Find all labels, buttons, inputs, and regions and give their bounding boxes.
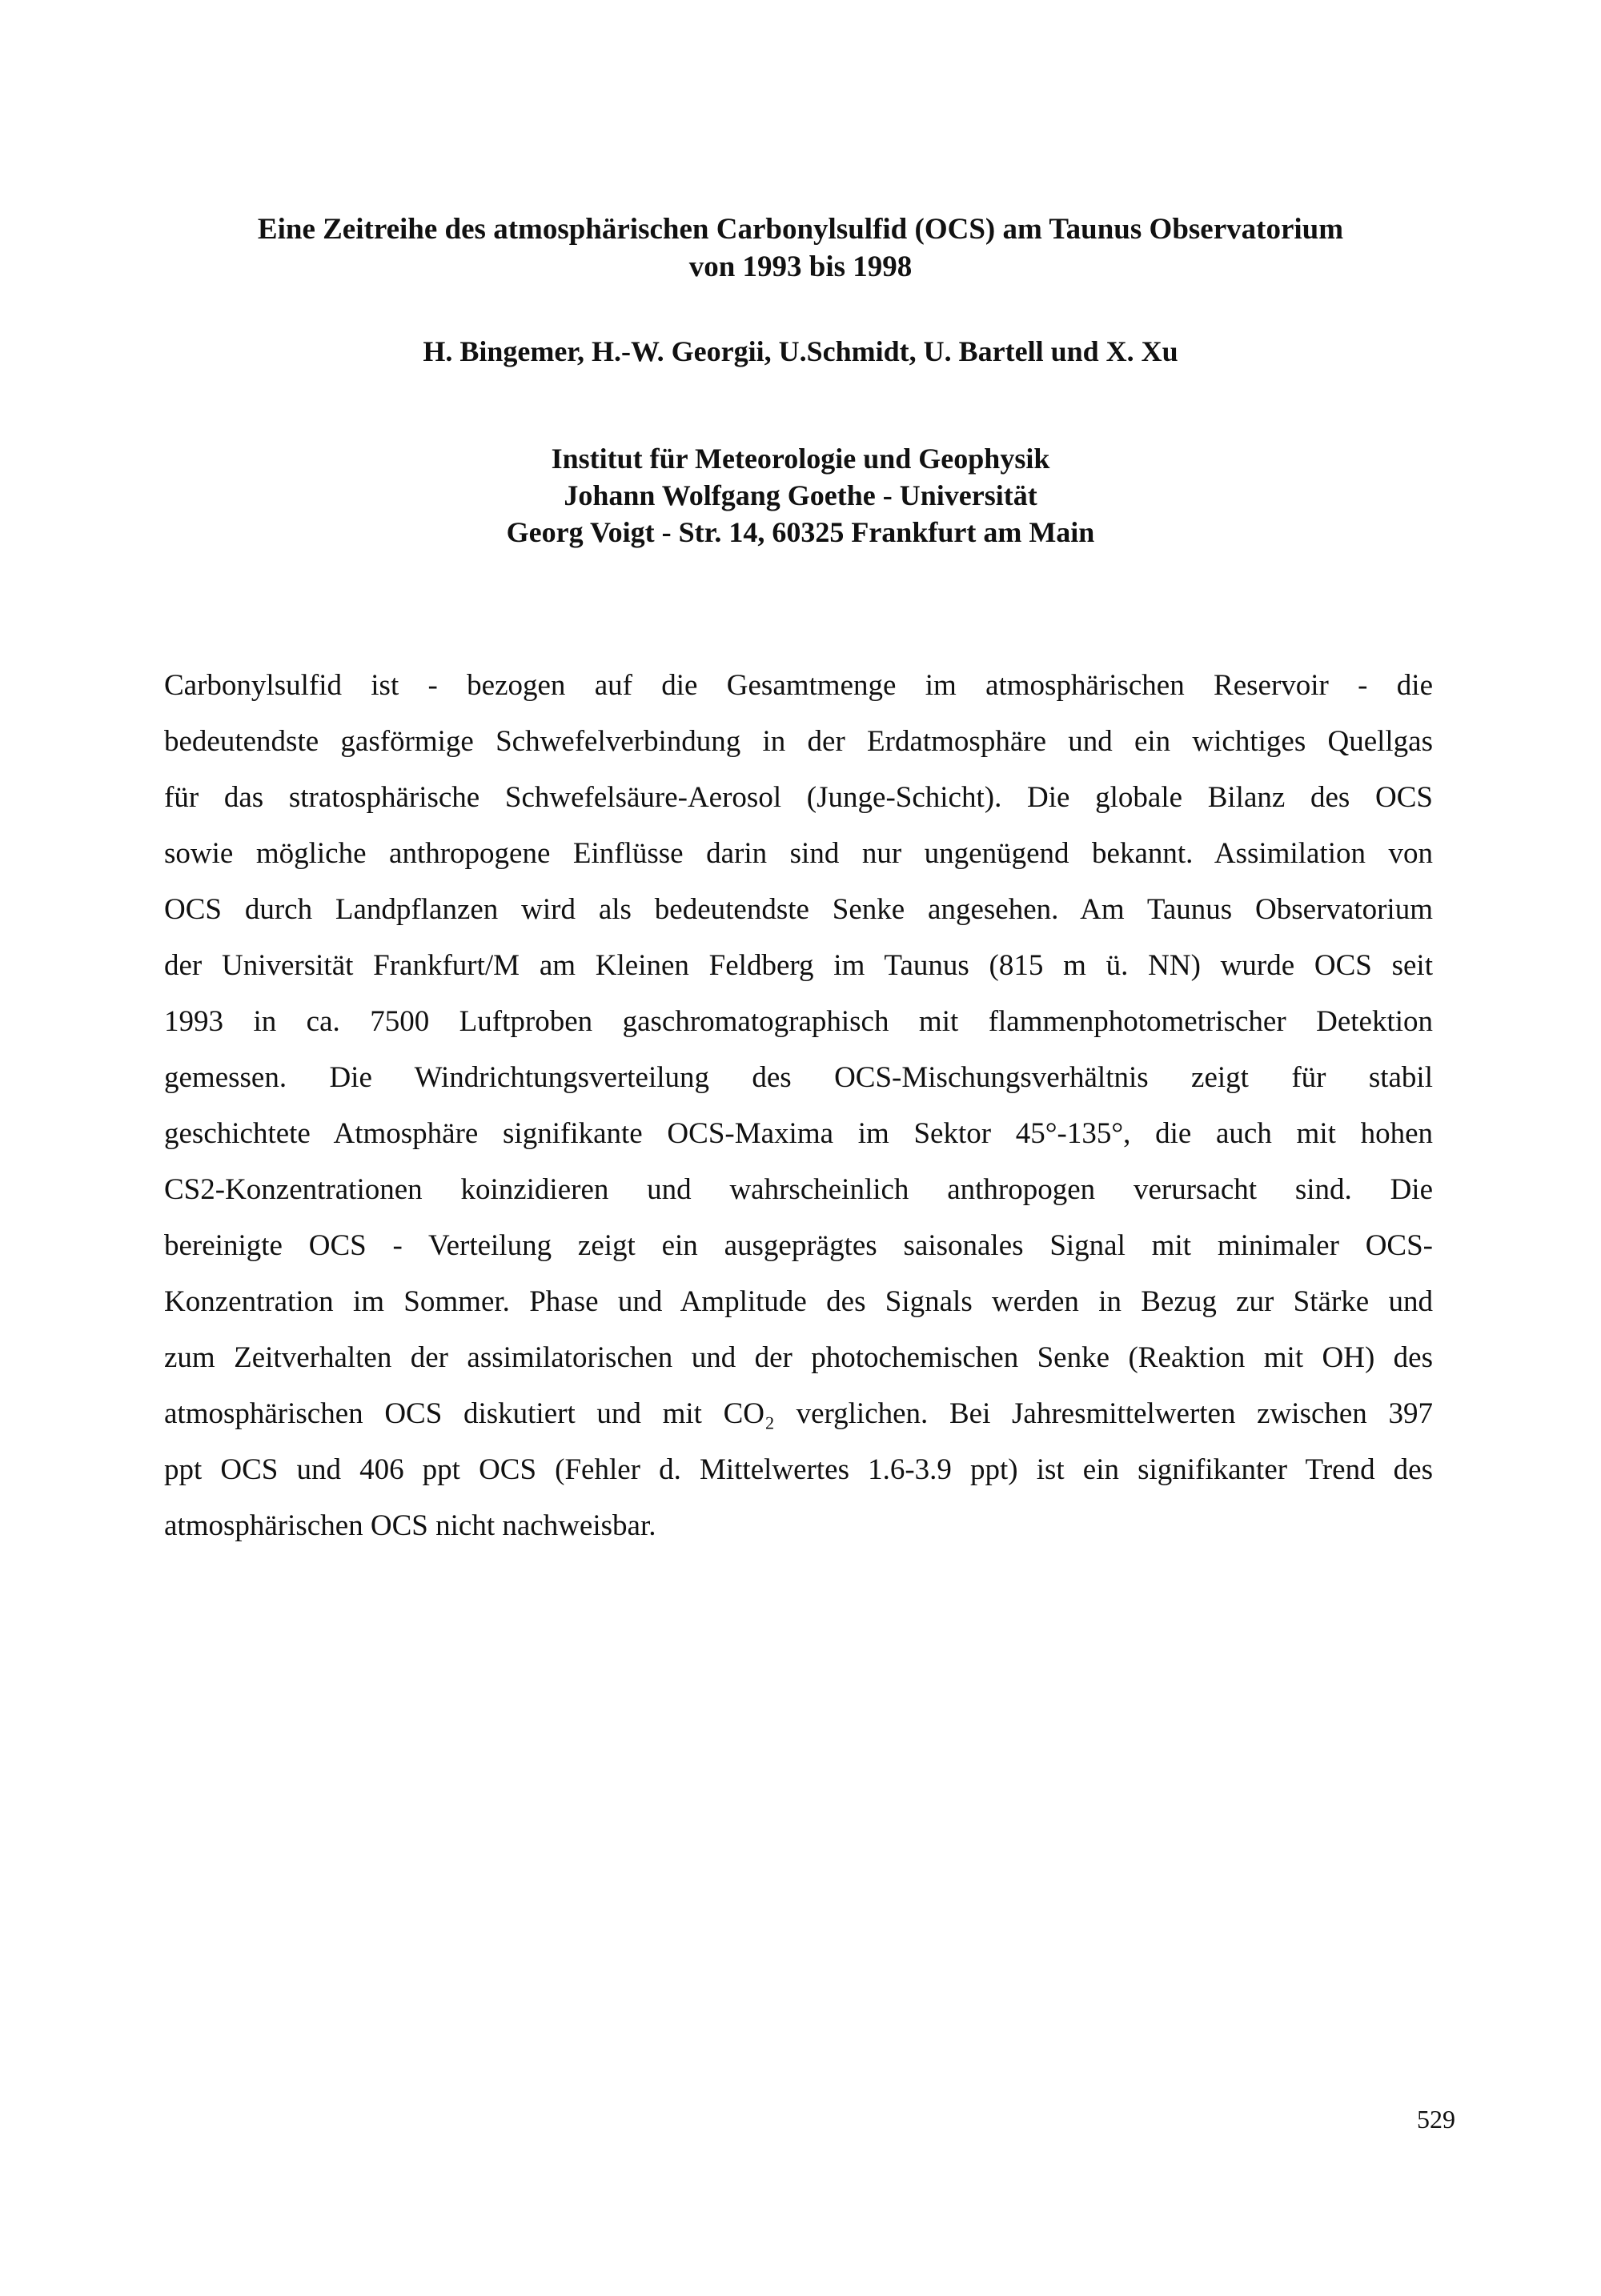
affiliation-address: Georg Voigt - Str. 14, 60325 Frankfurt am Main [506, 516, 1095, 548]
abstract [164, 658, 1433, 1554]
abstract-line: atmosphärischen OCS diskutiert und mit CO₂ verglichen. Bei Jahresmittelwerten zwischen 397 [164, 1397, 1433, 1430]
abstract-line: Carbonylsulfid ist - bezogen auf die Gesamtmenge im atmosphärischen Reservoir - die [164, 669, 1433, 702]
title-line-1: Eine Zeitreihe des atmosphärischen Carbonylsulfid (OCS) am Taunus Observatorium [257, 213, 1344, 246]
affiliation-institute: Institut für Meteorologie und Geophysik [551, 443, 1050, 475]
abstract-line: 1993 in ca. 7500 Luftproben gaschromatographisch mit flammenphotometrischer Detektion [164, 1005, 1433, 1038]
abstract-line: CS2-Konzentrationen koinzidieren und wahrscheinlich anthropogen verursacht sind. Die [164, 1173, 1433, 1206]
abstract-line: ppt OCS und 406 ppt OCS (Fehler d. Mittelwertes 1.6-3.9 ppt) ist ein signifikanter Trend des [164, 1453, 1433, 1486]
abstract-line: für das stratosphärische Schwefelsäure-Aerosol (Junge-Schicht). Die globale Bilanz des OCS [164, 781, 1433, 814]
abstract-line: sowie mögliche anthropogene Einflüsse darin sind nur ungenügend bekannt. Assimilation von [164, 837, 1433, 870]
authors: H. Bingemer, H.-W. Georgii, U.Schmidt, U. Bartell und X. Xu [423, 335, 1178, 367]
abstract-line: bedeutendste gasförmige Schwefelverbindung in der Erdatmosphäre und ein wichtiges Quellgas [164, 725, 1433, 758]
abstract-line: atmosphärischen OCS nicht nachweisbar. [164, 1509, 656, 1542]
title-line-2: von 1993 bis 1998 [688, 250, 913, 283]
abstract-line: gemessen. Die Windrichtungsverteilung des OCS-Mischungsverhältnis zeigt für stabil [164, 1061, 1433, 1094]
abstract-line: der Universität Frankfurt/M am Kleinen Feldberg im Taunus (815 m ü. NN) wurde OCS seit [164, 949, 1433, 982]
abstract-line: bereinigte OCS - Verteilung zeigt ein ausgeprägtes saisonales Signal mit minimaler OCS- [164, 1229, 1433, 1262]
abstract-line: geschichtete Atmosphäre signifikante OCS-Maxima im Sektor 45°-135°, die auch mit hohen [164, 1117, 1433, 1150]
abstract-line: OCS durch Landpflanzen wird als bedeutendste Senke angesehen. Am Taunus Observatorium [164, 893, 1433, 926]
affiliation-university: Johann Wolfgang Goethe - Universität [564, 479, 1037, 511]
abstract-line: zum Zeitverhalten der assimilatorischen und der photochemischen Senke (Reaktion mit OH) des [164, 1341, 1433, 1374]
abstract-line: Konzentration im Sommer. Phase und Amplitude des Signals werden in Bezug zur Stärke und [164, 1285, 1433, 1318]
page-number: 529 [1417, 2105, 1455, 2134]
